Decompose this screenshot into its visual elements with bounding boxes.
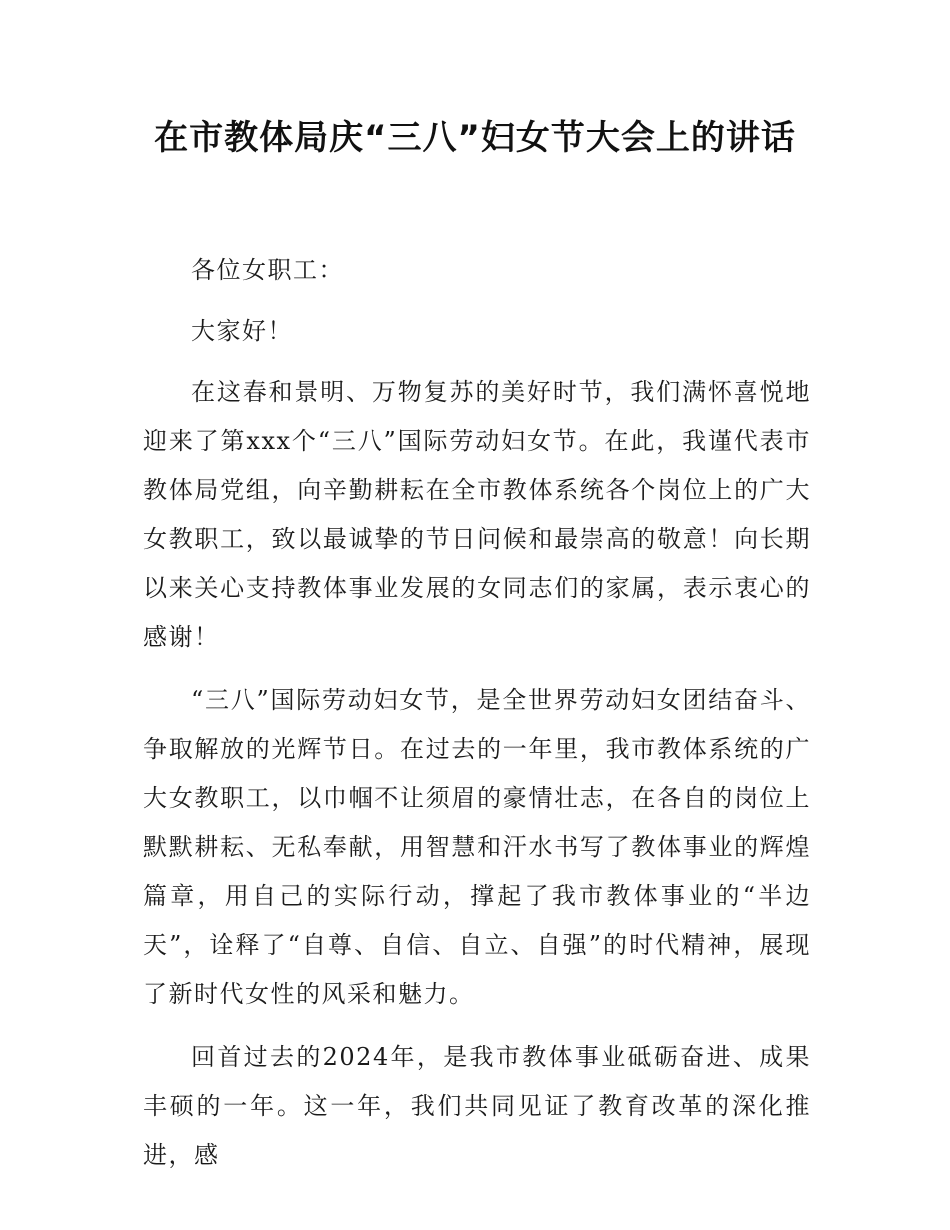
greeting: 大家好！ xyxy=(191,317,293,345)
document-body xyxy=(143,246,811,1194)
paragraph-review: 回首过去的2024年，是我市教体事业砥砺奋进、成果丰硕的一年。这一年，我们共同见证了教育改革的深化推进，感 xyxy=(143,1043,811,1169)
document-title: 在市教体局庆“三八”妇女节大会上的讲话 xyxy=(154,118,796,158)
salutation: 各位女职工： xyxy=(191,256,344,284)
paragraph-festival: “三八”国际劳动妇女节，是全世界劳动妇女团结奋斗、争取解放的光辉节日。在过去的一年里，我市教体系统的广大女教职工，以巾帼不让须眉的豪情壮志，在各自的岗位上默默耕耘、无私奉献，用智慧和汗水书写了教体事业的辉煌篇章，用自己的实际行动，撑起了我市教体事业的“半边天”，诠释了“自尊、自信、自立、自强”的时代精神，展现了新时代女性的风采和魅力。 xyxy=(143,686,811,1008)
paragraph-intro: 在这春和景明、万物复苏的美好时节，我们满怀喜悦地迎来了第xxx个“三八”国际劳动妇女节。在此，我谨代表市教体局党组，向辛勤耕耘在全市教体系统各个岗位上的广大女教职工，致以最诚挚的节日问候和最崇高的敬意！向长期以来关心支持教体事业发展的女同志们的家属，表示衷心的感谢！ xyxy=(143,378,811,651)
